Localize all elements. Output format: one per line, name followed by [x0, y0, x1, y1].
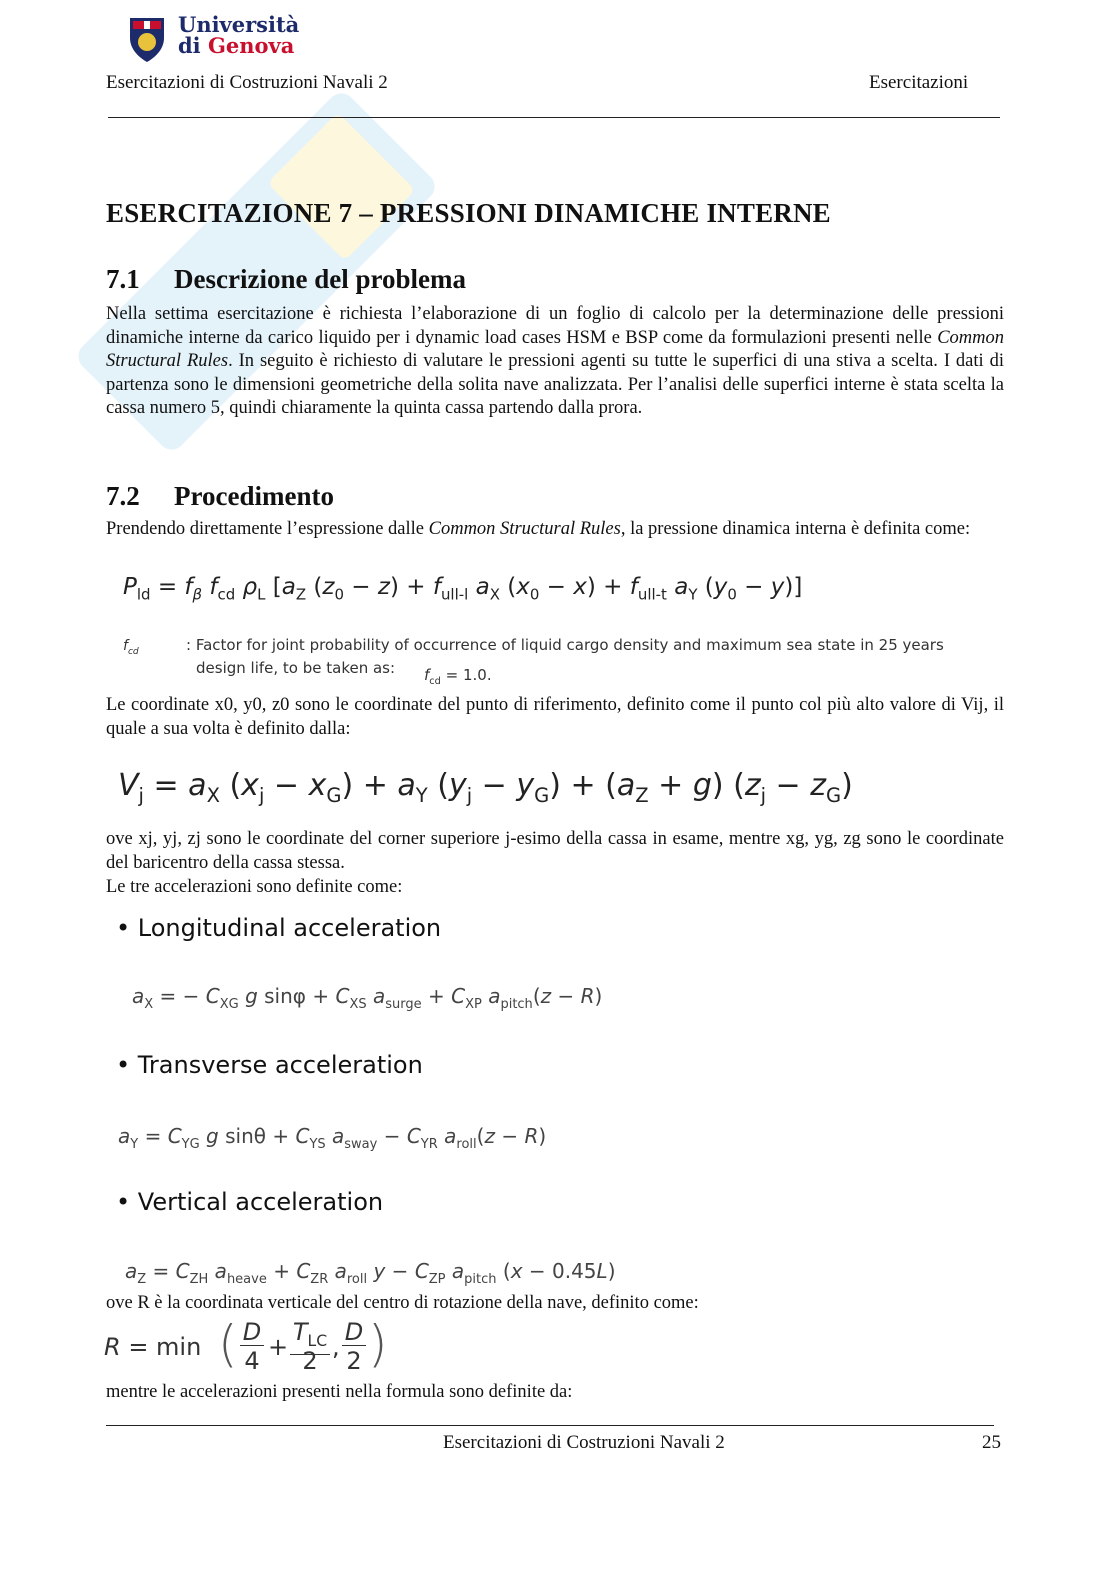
fcd-value-text: = 1.0.	[445, 666, 492, 684]
para2-italic: Common Structural Rules	[428, 519, 621, 539]
bullet-text: Vertical acceleration	[137, 1188, 384, 1216]
logo-line-2	[178, 35, 299, 56]
logo-line-2-prefix: di	[178, 33, 208, 58]
para1-text-a: Nella settima esercitazione è richiesta l’elaborazione di un foglio di calcolo per la determinazione delle pressioni dinamiche interne da carico liquido per i dynamic load cases HSM e BSP come da formulazioni presenti nelle	[106, 304, 1004, 348]
paragraph-accelerations-defined: mentre le accelerazioni presenti nella formula sono definite da:	[106, 1382, 573, 1402]
section-title: Procedimento	[174, 481, 334, 511]
fcd-symbol-letter: f	[123, 638, 128, 654]
paragraph-corner-coordinates: ove xj, yj, zj sono le coordinate del corner superiore j-esimo della cassa in esame, mentre xg, yg, zg sono le coordinate del baricentro della cassa stessa.	[106, 829, 1004, 873]
para2-text-b: , la pressione dinamica interna è definita come:	[620, 519, 971, 539]
formula-az: $a_Z = C_{ZH}$ $a_{heave} + C_{ZR}$ $a_{roll}$ $y - C_{ZP}$ $a_{pitch}$ (x − 0.45L)	[125, 1259, 616, 1287]
para1-italic: Common Structural Rules	[106, 327, 1004, 371]
logo-line-2-highlight: Genova	[207, 33, 295, 58]
fcd-value: $f_{cd} = 1.0$.	[424, 666, 492, 687]
paragraph-accelerations-intro: Le tre accelerazioni sono definite come:	[106, 877, 403, 897]
formula-internal-pressure: $P_{ld} = f_\beta$ $f_{cd}$ $\rho_L$ [$a_Z$ $(z_0 - z) + f_{ull-l}$ $a_X$ $(x_0 - x) + f_{ull-t}$ $a_Y$ $(y_0 - y)$]	[123, 574, 803, 604]
section-number: 7.1	[106, 264, 140, 294]
footer-text: Esercitazioni di Costruzioni Navali 2	[443, 1432, 725, 1453]
paragraph-procedure	[106, 518, 1004, 542]
section-title: Descrizione del problema	[174, 264, 466, 294]
fcd-symbol-sub: cd	[127, 646, 139, 657]
section-number: 7.2	[106, 481, 140, 511]
university-name	[178, 14, 299, 56]
logo-line-1: Università	[178, 12, 300, 37]
header-left: Esercitazioni di Costruzioni Navali 2	[106, 72, 388, 93]
page-number: 25	[982, 1432, 1001, 1453]
fcd-symbol	[123, 638, 139, 657]
formula-r: R = min ( D 4 + $T_{LC}$ 2 , D 2 )	[104, 1315, 388, 1375]
bullet-text: Longitudinal acceleration	[137, 914, 442, 942]
bullet-text: Transverse acceleration	[137, 1051, 423, 1079]
section-heading-7-2	[106, 481, 334, 512]
bullet-vertical: • Vertical acceleration	[116, 1188, 384, 1216]
page-title: ESERCITAZIONE 7 – PRESSIONI DINAMICHE INTERNE	[106, 198, 831, 228]
paragraph-reference-point: Le coordinate x0, y0, z0 sono le coordinate del punto di riferimento, definito come il punto col più alto valore di Vij, il quale a sua volta è definito dalla:	[106, 695, 1004, 739]
header-right: Esercitazioni	[869, 72, 969, 93]
paragraph-rotation-centre: ove R è la coordinata verticale del centro di rotazione della nave, definito come:	[106, 1293, 699, 1313]
para2-text-a: Prendendo direttamente l’espressione dalle	[106, 519, 429, 539]
para1-text-b: . In seguito è richiesto di valutare le pressioni agenti su tutte le superfici di una stiva a scelta. I dati di partenza sono le dimensioni geometriche della solita nave analizzata. Per l’analisi delle superfici interne è stata scelta la cassa numero 5, quindi chiaramente la quinta cassa partendo dalla prora.	[106, 351, 1004, 418]
paragraph-description	[106, 303, 1004, 421]
footer-rule	[106, 1425, 994, 1426]
fcd-description-line1: : Factor for joint probability of occurrence of liquid cargo density and maximum sea state in 25 years	[186, 636, 944, 654]
bullet-transverse: • Transverse acceleration	[116, 1051, 423, 1079]
fcd-description-line2: design life, to be taken as:	[196, 659, 396, 677]
formula-ax: $a_X$ = − $C_{XG}$ g $\sin\varphi + C_{XS}$ $a_{surge} + C_{XP}$ $a_{pitch}(z - R)$	[132, 984, 603, 1012]
section-heading-7-1	[106, 264, 466, 295]
formula-vj: $V_j = a_X$ $(x_j - x_G) + a_Y$ $(y_j - y_G) + (a_Z + g) (z_j - z_G)$	[118, 768, 853, 807]
bullet-longitudinal: • Longitudinal acceleration	[116, 914, 442, 942]
formula-ay: $a_Y = C_{YG}$ g $\sin\theta + C_{YS}$ $a_{sway} - C_{YR}$ $a_{roll}(z - R)$	[118, 1124, 547, 1152]
header-rule	[108, 117, 1000, 118]
